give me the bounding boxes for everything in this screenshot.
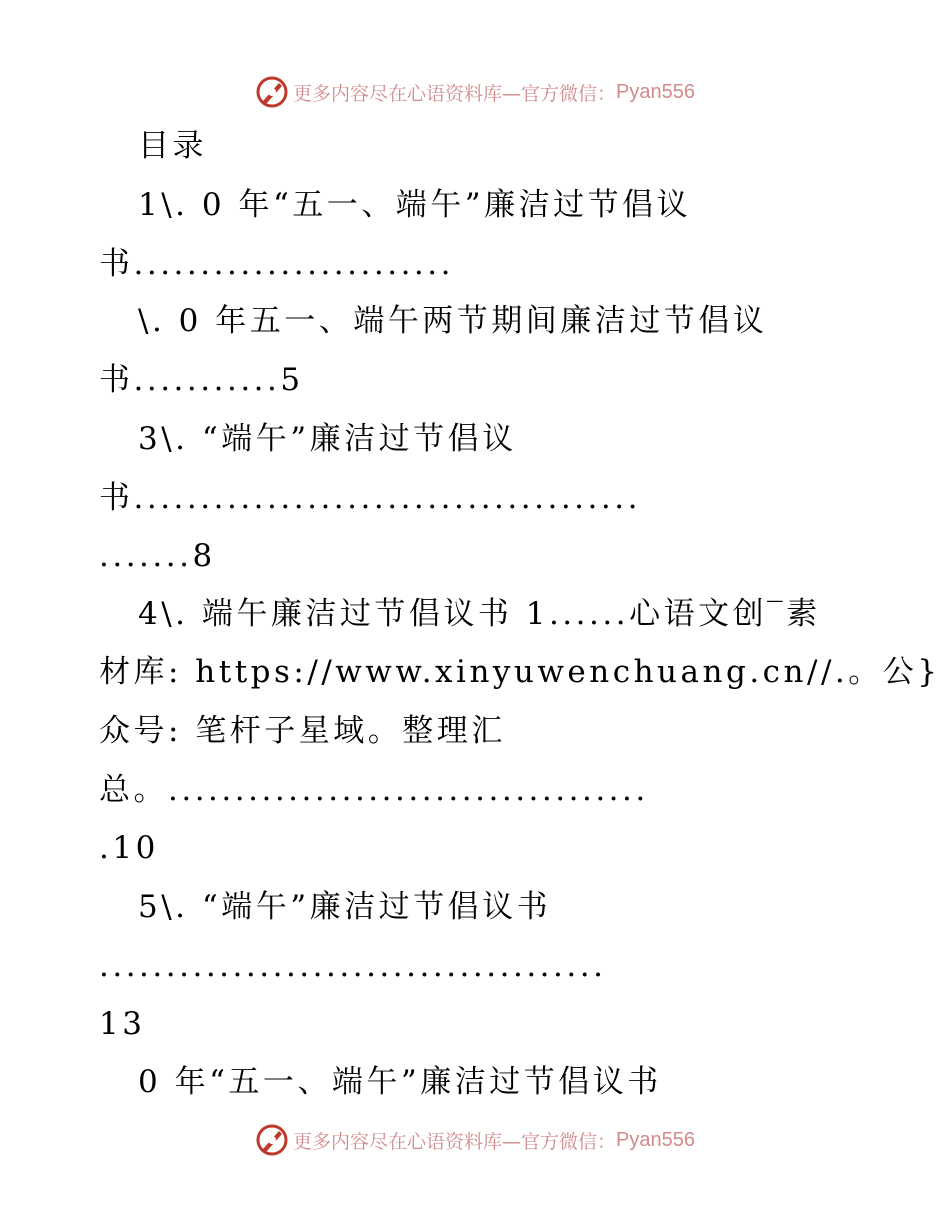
toc-entry-2: \. 0 年五一、端午两节期间廉洁过节倡议	[138, 303, 768, 339]
footer-banner-text: 更多内容尽在心语资料库—官方微信：	[293, 1130, 617, 1153]
toc-entry-4-line-3: 众号: 笔杆子星域。整理汇	[99, 713, 506, 749]
header-wechat-id: Pyan556	[616, 80, 695, 103]
toc-entry-4-leader: 总。....................................	[99, 772, 649, 808]
section-heading: 0 年“五一、端午”廉洁过节倡议书	[138, 1064, 662, 1100]
toc-entry-3-leader: 书......................................	[99, 480, 641, 516]
pen-logo-icon	[255, 75, 289, 109]
toc-entry-4-line-2: 材库: https://www.xinyuwenchuang.cn//.。公}	[99, 654, 941, 690]
footer-wechat-id: Pyan556	[616, 1128, 695, 1151]
toc-entry-1: 1\. 0 年“五一、端午”廉洁过节倡议	[138, 187, 692, 223]
toc-entry-3-page: .......8	[99, 538, 216, 574]
header-banner	[0, 70, 950, 114]
footer-banner	[0, 1118, 950, 1162]
toc-entry-4-page: .10	[99, 830, 159, 866]
toc-entry-5-page: 13	[99, 1006, 146, 1042]
toc-title: 目录	[138, 128, 207, 164]
toc-entry-2-leader: 书...........5	[99, 362, 304, 398]
toc-entry-5-leader: ......................................	[99, 948, 607, 984]
toc-entry-3: 3\. “端午”廉洁过节倡议	[138, 421, 517, 457]
toc-entry-1-leader: 书........................	[99, 246, 454, 282]
pen-logo-icon	[255, 1123, 289, 1157]
header-banner-text: 更多内容尽在心语资料库—官方微信：	[293, 82, 617, 105]
toc-entry-5: 5\. “端午”廉洁过节倡议书	[138, 889, 552, 925]
toc-entry-4: 4\. 端午廉洁过节倡议书 1......心语文创‾素	[138, 596, 821, 632]
